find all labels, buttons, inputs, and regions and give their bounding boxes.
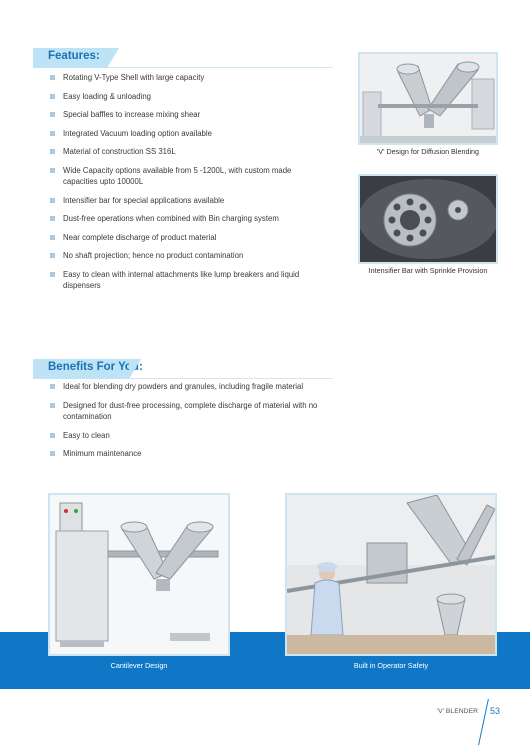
list-item: Ideal for blending dry powders and granules, including fragile material (50, 381, 340, 393)
list-item: Easy loading & unloading (50, 91, 320, 103)
list-item: Integrated Vacuum loading option available (50, 128, 320, 140)
benefits-heading: Benefits For You: (48, 361, 143, 373)
operator-caption: Built in Operator Safety (353, 661, 429, 670)
features-list (50, 72, 320, 299)
intensifier-bar-illustration (360, 176, 496, 262)
v-design-caption: 'V' Design for Diffusion Blending (376, 147, 480, 156)
list-item: Easy to clean (50, 430, 340, 442)
operator-safety-illustration (287, 495, 495, 654)
list-item: Designed for dust-free processing, complete discharge of material with no contamination (50, 400, 340, 423)
page-number: 53 (490, 706, 501, 716)
benefits-heading-banner (33, 359, 143, 379)
list-item: Near complete discharge of product material (50, 232, 320, 244)
intensifier-caption: Intensifier Bar with Sprinkle Provision (368, 266, 488, 275)
footer-divider (478, 699, 489, 745)
list-item: Special baffles to increase mixing shear (50, 109, 320, 121)
v-design-photo (358, 52, 498, 145)
list-item: No shaft projection; hence no product contamination (50, 250, 320, 262)
cantilever-caption: Cantilever Design (110, 661, 168, 670)
benefits-list (50, 381, 340, 467)
list-item: Wide Capacity options available from 5 -1200L, with custom made capacities upto 10000L (50, 165, 320, 188)
list-item: Intensifier bar for special applications available (50, 195, 320, 207)
cantilever-photo (48, 493, 230, 656)
list-item: Minimum maintenance (50, 448, 340, 460)
operator-photo (285, 493, 497, 656)
features-heading: Features: (48, 50, 100, 62)
features-heading-banner (33, 48, 107, 68)
list-item: Easy to clean with internal attachments like lump breakers and liquid dispensers (50, 269, 320, 292)
cantilever-blender-illustration (50, 495, 228, 654)
list-item: Rotating V-Type Shell with large capacity (50, 72, 320, 84)
list-item: Dust-free operations when combined with Bin charging system (50, 213, 320, 225)
list-item: Material of construction SS 316L (50, 146, 320, 158)
intensifier-photo (358, 174, 498, 264)
v-blender-illustration (360, 54, 496, 143)
footer-section-label: 'V' BLENDER (436, 708, 478, 715)
